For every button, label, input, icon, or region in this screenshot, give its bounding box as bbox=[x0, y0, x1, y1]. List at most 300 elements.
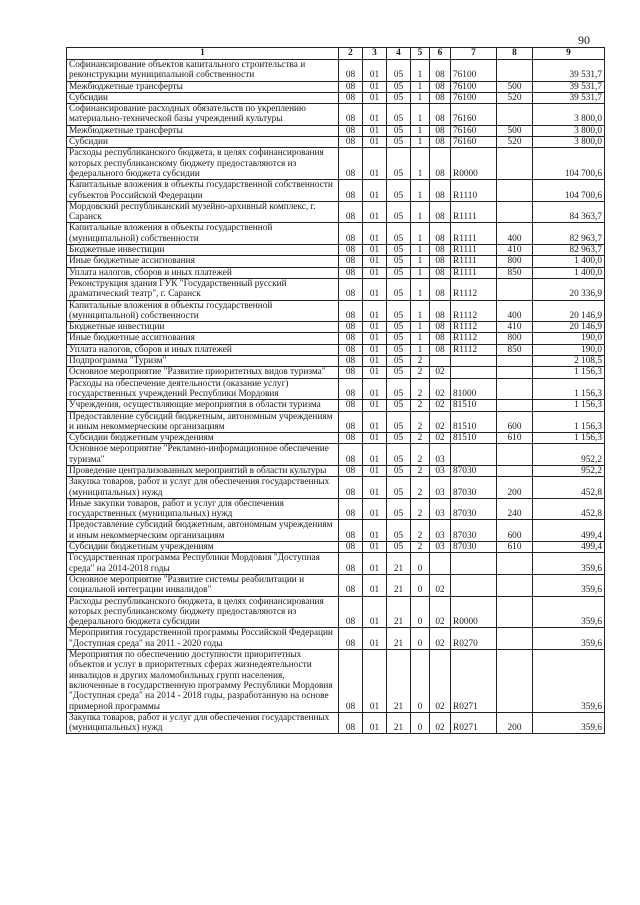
code-cell: 08 bbox=[339, 477, 363, 499]
code-cell bbox=[451, 553, 497, 575]
code-cell: 81510 bbox=[451, 433, 497, 444]
item-name: Капитальные вложения в объекты государственной (муниципальной) собственности bbox=[67, 223, 339, 245]
code-cell: 1 bbox=[411, 148, 430, 180]
code-cell: 21 bbox=[387, 628, 411, 650]
code-cell: 08 bbox=[339, 596, 363, 628]
amount-cell: 20 146,9 bbox=[533, 300, 605, 322]
code-cell: 02 bbox=[430, 650, 451, 713]
item-name: Государственная программа Республики Мордовия "Доступная среда" на 2014-2018 годы bbox=[67, 553, 339, 575]
amount-cell: 104 700,6 bbox=[533, 148, 605, 180]
code-cell: 500 bbox=[497, 81, 533, 92]
code-cell: 05 bbox=[387, 520, 411, 542]
code-cell: 08 bbox=[430, 81, 451, 92]
code-cell: 08 bbox=[339, 712, 363, 734]
code-cell: 01 bbox=[363, 520, 387, 542]
column-header: 2 bbox=[339, 48, 363, 60]
code-cell: 1 bbox=[411, 201, 430, 223]
code-cell: 01 bbox=[363, 267, 387, 278]
table-row bbox=[67, 712, 605, 734]
code-cell: 05 bbox=[387, 180, 411, 202]
table-row bbox=[67, 574, 605, 596]
code-cell: 21 bbox=[387, 650, 411, 713]
code-cell: 2 bbox=[411, 378, 430, 400]
code-cell: 0 bbox=[411, 596, 430, 628]
code-cell: 05 bbox=[387, 356, 411, 367]
table-row bbox=[67, 520, 605, 542]
item-name: Предоставление субсидий бюджетным, автономным учреждениям и иным некоммерческим организациям bbox=[67, 411, 339, 433]
table-row bbox=[67, 267, 605, 278]
code-cell: 08 bbox=[339, 104, 363, 126]
item-name: Подпрограмма "Туризм" bbox=[67, 356, 339, 367]
code-cell: 08 bbox=[339, 344, 363, 355]
code-cell: R1111 bbox=[451, 245, 497, 256]
code-cell: 08 bbox=[430, 322, 451, 333]
code-cell bbox=[451, 367, 497, 378]
code-cell: 610 bbox=[497, 542, 533, 553]
code-cell: 21 bbox=[387, 712, 411, 734]
column-header: 7 bbox=[451, 48, 497, 60]
item-name: Иные бюджетные ассигнования bbox=[67, 333, 339, 344]
item-name: Уплата налогов, сборов и иных платежей bbox=[67, 267, 339, 278]
code-cell: 240 bbox=[497, 498, 533, 520]
code-cell: 01 bbox=[363, 553, 387, 575]
item-name: Субсидии бюджетным учреждениям bbox=[67, 542, 339, 553]
code-cell: 87030 bbox=[451, 520, 497, 542]
item-name: Иные бюджетные ассигнования bbox=[67, 256, 339, 267]
code-cell: 05 bbox=[387, 278, 411, 300]
amount-cell: 359,6 bbox=[533, 574, 605, 596]
code-cell: 05 bbox=[387, 201, 411, 223]
code-cell: 01 bbox=[363, 344, 387, 355]
code-cell: 08 bbox=[339, 367, 363, 378]
amount-cell: 1 400,0 bbox=[533, 256, 605, 267]
item-name: Субсидии bbox=[67, 137, 339, 148]
code-cell bbox=[497, 148, 533, 180]
column-header: 1 bbox=[67, 48, 339, 60]
code-cell: 76160 bbox=[451, 125, 497, 136]
code-cell: 02 bbox=[430, 712, 451, 734]
code-cell: 05 bbox=[387, 148, 411, 180]
code-cell bbox=[451, 574, 497, 596]
item-name: Бюджетные инвестиции bbox=[67, 245, 339, 256]
table-row bbox=[67, 400, 605, 411]
code-cell: 01 bbox=[363, 92, 387, 103]
code-cell: 03 bbox=[430, 465, 451, 476]
code-cell: 500 bbox=[497, 125, 533, 136]
code-cell: 520 bbox=[497, 92, 533, 103]
item-name: Капитальные вложения в объекты государственной (муниципальной) собственности bbox=[67, 300, 339, 322]
amount-cell: 359,6 bbox=[533, 628, 605, 650]
code-cell: 2 bbox=[411, 520, 430, 542]
code-cell: R0000 bbox=[451, 148, 497, 180]
code-cell: 01 bbox=[363, 498, 387, 520]
amount-cell: 359,6 bbox=[533, 553, 605, 575]
code-cell: 03 bbox=[430, 542, 451, 553]
code-cell: 01 bbox=[363, 367, 387, 378]
amount-cell: 952,2 bbox=[533, 444, 605, 466]
code-cell: 01 bbox=[363, 180, 387, 202]
item-name: Расходы республиканского бюджета, в целях софинансирования которых республиканскому бюджету предоставляются из федерального бюджета субсидии bbox=[67, 596, 339, 628]
code-cell: 01 bbox=[363, 378, 387, 400]
code-cell: 02 bbox=[430, 574, 451, 596]
code-cell: 21 bbox=[387, 596, 411, 628]
code-cell: 08 bbox=[339, 356, 363, 367]
code-cell: 03 bbox=[430, 498, 451, 520]
amount-cell: 1 400,0 bbox=[533, 267, 605, 278]
item-name: Закупка товаров, работ и услуг для обеспечения государственных (муниципальных) нужд bbox=[67, 712, 339, 734]
code-cell: 2 bbox=[411, 542, 430, 553]
code-cell: 05 bbox=[387, 60, 411, 82]
code-cell: 05 bbox=[387, 137, 411, 148]
table-row bbox=[67, 256, 605, 267]
code-cell bbox=[430, 356, 451, 367]
code-cell: 01 bbox=[363, 411, 387, 433]
code-cell: 08 bbox=[339, 574, 363, 596]
code-cell: 08 bbox=[430, 344, 451, 355]
code-cell: 08 bbox=[339, 267, 363, 278]
code-cell: 05 bbox=[387, 444, 411, 466]
table-row bbox=[67, 477, 605, 499]
code-cell: 1 bbox=[411, 81, 430, 92]
code-cell: 01 bbox=[363, 400, 387, 411]
code-cell: R1111 bbox=[451, 256, 497, 267]
code-cell: 05 bbox=[387, 81, 411, 92]
column-header: 5 bbox=[411, 48, 430, 60]
code-cell: 87030 bbox=[451, 465, 497, 476]
item-name: Закупка товаров, работ и услуг для обеспечения государственных (муниципальных) нужд bbox=[67, 477, 339, 499]
code-cell: 05 bbox=[387, 92, 411, 103]
code-cell: 08 bbox=[339, 245, 363, 256]
amount-cell: 952,2 bbox=[533, 465, 605, 476]
code-cell: 800 bbox=[497, 333, 533, 344]
amount-cell: 20 336,9 bbox=[533, 278, 605, 300]
code-cell: 0 bbox=[411, 650, 430, 713]
column-header: 8 bbox=[497, 48, 533, 60]
code-cell: 01 bbox=[363, 148, 387, 180]
code-cell: 08 bbox=[430, 180, 451, 202]
code-cell: 02 bbox=[430, 433, 451, 444]
amount-cell: 359,6 bbox=[533, 650, 605, 713]
code-cell: R1112 bbox=[451, 333, 497, 344]
item-name: Субсидии бюджетным учреждениям bbox=[67, 433, 339, 444]
code-cell: 01 bbox=[363, 628, 387, 650]
amount-cell: 3 800,0 bbox=[533, 104, 605, 126]
item-name: Предоставление субсидий бюджетным, автономным учреждениям и иным некоммерческим организациям bbox=[67, 520, 339, 542]
code-cell: 08 bbox=[339, 433, 363, 444]
table-row bbox=[67, 81, 605, 92]
code-cell: 08 bbox=[339, 400, 363, 411]
code-cell: 1 bbox=[411, 256, 430, 267]
code-cell: 2 bbox=[411, 433, 430, 444]
table-row bbox=[67, 628, 605, 650]
code-cell: 0 bbox=[411, 553, 430, 575]
item-name: Проведение централизованных мероприятий в области культуры bbox=[67, 465, 339, 476]
code-cell: 08 bbox=[339, 520, 363, 542]
code-cell bbox=[497, 201, 533, 223]
table-row bbox=[67, 356, 605, 367]
item-name: Капитальные вложения в объекты государственной собственности субъектов Российской Федерации bbox=[67, 180, 339, 202]
code-cell bbox=[497, 650, 533, 713]
table-row bbox=[67, 344, 605, 355]
code-cell: R1110 bbox=[451, 180, 497, 202]
amount-cell: 190,0 bbox=[533, 344, 605, 355]
code-cell: R1112 bbox=[451, 300, 497, 322]
amount-cell: 1 156,3 bbox=[533, 411, 605, 433]
code-cell: 01 bbox=[363, 245, 387, 256]
table-row bbox=[67, 137, 605, 148]
code-cell: R1111 bbox=[451, 223, 497, 245]
code-cell: 01 bbox=[363, 81, 387, 92]
table-row bbox=[67, 300, 605, 322]
code-cell bbox=[497, 278, 533, 300]
amount-cell: 1 156,3 bbox=[533, 433, 605, 444]
code-cell: 05 bbox=[387, 223, 411, 245]
code-cell: 08 bbox=[339, 411, 363, 433]
item-name: Мордовский республиканский музейно-архивный комплекс, г. Саранск bbox=[67, 201, 339, 223]
item-name: Учреждения, осуществляющие мероприятия в области туризма bbox=[67, 400, 339, 411]
amount-cell: 82 963,7 bbox=[533, 245, 605, 256]
amount-cell: 359,6 bbox=[533, 596, 605, 628]
code-cell: 01 bbox=[363, 444, 387, 466]
item-name: Субсидии bbox=[67, 92, 339, 103]
code-cell: 600 bbox=[497, 520, 533, 542]
code-cell: 08 bbox=[339, 125, 363, 136]
code-cell: 05 bbox=[387, 333, 411, 344]
code-cell bbox=[497, 367, 533, 378]
code-cell: 01 bbox=[363, 574, 387, 596]
code-cell: 01 bbox=[363, 596, 387, 628]
code-cell: 08 bbox=[339, 300, 363, 322]
table-row bbox=[67, 104, 605, 126]
amount-cell: 20 146,9 bbox=[533, 322, 605, 333]
code-cell bbox=[497, 400, 533, 411]
code-cell: 08 bbox=[339, 628, 363, 650]
item-name: Софинансирование объектов капитального строительства и реконструкции муниципальной собственности bbox=[67, 60, 339, 82]
code-cell: 200 bbox=[497, 712, 533, 734]
code-cell: 05 bbox=[387, 400, 411, 411]
code-cell: 08 bbox=[339, 256, 363, 267]
code-cell: 1 bbox=[411, 137, 430, 148]
code-cell: 410 bbox=[497, 245, 533, 256]
code-cell: 1 bbox=[411, 322, 430, 333]
amount-cell: 499,4 bbox=[533, 520, 605, 542]
code-cell bbox=[497, 553, 533, 575]
code-cell: 01 bbox=[363, 201, 387, 223]
amount-cell: 82 963,7 bbox=[533, 223, 605, 245]
code-cell: 0 bbox=[411, 712, 430, 734]
code-cell: 02 bbox=[430, 367, 451, 378]
code-cell: 01 bbox=[363, 542, 387, 553]
code-cell: 01 bbox=[363, 300, 387, 322]
table-body bbox=[67, 60, 605, 734]
code-cell: R1111 bbox=[451, 267, 497, 278]
code-cell: 02 bbox=[430, 400, 451, 411]
code-cell bbox=[451, 444, 497, 466]
code-cell bbox=[497, 104, 533, 126]
code-cell: 87030 bbox=[451, 542, 497, 553]
code-cell: 76160 bbox=[451, 104, 497, 126]
code-cell: 08 bbox=[430, 92, 451, 103]
code-cell: 87030 bbox=[451, 498, 497, 520]
code-cell: 08 bbox=[430, 300, 451, 322]
amount-cell: 1 156,3 bbox=[533, 367, 605, 378]
code-cell: 520 bbox=[497, 137, 533, 148]
code-cell: 08 bbox=[430, 267, 451, 278]
code-cell: 08 bbox=[339, 201, 363, 223]
table-row bbox=[67, 444, 605, 466]
amount-cell: 452,8 bbox=[533, 477, 605, 499]
code-cell: 08 bbox=[339, 553, 363, 575]
item-name: Основное мероприятие "Развитие системы реабилитации и социальной интеграции инвалидов" bbox=[67, 574, 339, 596]
code-cell: 400 bbox=[497, 223, 533, 245]
code-cell: 08 bbox=[430, 278, 451, 300]
code-cell: 01 bbox=[363, 104, 387, 126]
code-cell bbox=[497, 596, 533, 628]
amount-cell: 84 363,7 bbox=[533, 201, 605, 223]
column-header: 3 bbox=[363, 48, 387, 60]
code-cell: 08 bbox=[430, 125, 451, 136]
code-cell: 1 bbox=[411, 245, 430, 256]
code-cell: 01 bbox=[363, 60, 387, 82]
item-name: Основное мероприятие "Развитие приоритетных видов туризма" bbox=[67, 367, 339, 378]
code-cell: R0270 bbox=[451, 628, 497, 650]
amount-cell: 1 156,3 bbox=[533, 400, 605, 411]
code-cell: 2 bbox=[411, 444, 430, 466]
code-cell: 1 bbox=[411, 333, 430, 344]
code-cell: 05 bbox=[387, 245, 411, 256]
code-cell: 01 bbox=[363, 477, 387, 499]
item-name: Бюджетные инвестиции bbox=[67, 322, 339, 333]
code-cell: 01 bbox=[363, 137, 387, 148]
code-cell: 01 bbox=[363, 712, 387, 734]
code-cell: 05 bbox=[387, 378, 411, 400]
code-cell: 76160 bbox=[451, 137, 497, 148]
code-cell: 0 bbox=[411, 628, 430, 650]
page-number: 90 bbox=[578, 33, 590, 47]
item-name: Уплата налогов, сборов и иных платежей bbox=[67, 344, 339, 355]
code-cell: 410 bbox=[497, 322, 533, 333]
code-cell: 200 bbox=[497, 477, 533, 499]
code-cell: 800 bbox=[497, 256, 533, 267]
code-cell: 0 bbox=[411, 574, 430, 596]
table-row bbox=[67, 201, 605, 223]
code-cell: 05 bbox=[387, 322, 411, 333]
code-cell: 21 bbox=[387, 574, 411, 596]
code-cell: 1 bbox=[411, 125, 430, 136]
code-cell: 01 bbox=[363, 322, 387, 333]
code-cell: 81510 bbox=[451, 400, 497, 411]
code-cell: R0271 bbox=[451, 712, 497, 734]
code-cell: 03 bbox=[430, 520, 451, 542]
code-cell: 2 bbox=[411, 367, 430, 378]
code-cell: 05 bbox=[387, 433, 411, 444]
item-name: Иные закупки товаров, работ и услуг для обеспечения государственных (муниципальных) нужд bbox=[67, 498, 339, 520]
code-cell: 01 bbox=[363, 650, 387, 713]
code-cell: 1 bbox=[411, 344, 430, 355]
code-cell: 05 bbox=[387, 498, 411, 520]
amount-cell: 3 800,0 bbox=[533, 125, 605, 136]
code-cell: 08 bbox=[430, 201, 451, 223]
table-row bbox=[67, 596, 605, 628]
header-row bbox=[67, 48, 605, 60]
code-cell: 08 bbox=[339, 278, 363, 300]
code-cell: 08 bbox=[430, 245, 451, 256]
code-cell: R1111 bbox=[451, 201, 497, 223]
code-cell: R1112 bbox=[451, 322, 497, 333]
table-row bbox=[67, 553, 605, 575]
code-cell: 87030 bbox=[451, 477, 497, 499]
table-row bbox=[67, 465, 605, 476]
code-cell bbox=[451, 356, 497, 367]
code-cell: R0271 bbox=[451, 650, 497, 713]
code-cell: 05 bbox=[387, 256, 411, 267]
table-row bbox=[67, 245, 605, 256]
code-cell: R0000 bbox=[451, 596, 497, 628]
code-cell: 01 bbox=[363, 278, 387, 300]
code-cell: 08 bbox=[339, 650, 363, 713]
code-cell: 01 bbox=[363, 356, 387, 367]
item-name: Межбюджетные трансферты bbox=[67, 125, 339, 136]
code-cell: 08 bbox=[430, 60, 451, 82]
code-cell: 01 bbox=[363, 256, 387, 267]
code-cell: 08 bbox=[339, 137, 363, 148]
code-cell: 03 bbox=[430, 444, 451, 466]
code-cell: 08 bbox=[339, 81, 363, 92]
code-cell: 08 bbox=[430, 333, 451, 344]
table-row bbox=[67, 148, 605, 180]
table-row bbox=[67, 180, 605, 202]
table-row bbox=[67, 650, 605, 713]
code-cell: 08 bbox=[339, 378, 363, 400]
code-cell: 08 bbox=[430, 104, 451, 126]
code-cell bbox=[430, 553, 451, 575]
code-cell: 08 bbox=[339, 465, 363, 476]
code-cell bbox=[497, 180, 533, 202]
item-name: Софинансирование расходных обязательств по укреплению материально-технической базы учреждений культуры bbox=[67, 104, 339, 126]
code-cell: 2 bbox=[411, 356, 430, 367]
code-cell: 02 bbox=[430, 628, 451, 650]
code-cell: 05 bbox=[387, 344, 411, 355]
amount-cell: 3 800,0 bbox=[533, 137, 605, 148]
code-cell: 05 bbox=[387, 125, 411, 136]
code-cell: 02 bbox=[430, 596, 451, 628]
table-row bbox=[67, 92, 605, 103]
code-cell bbox=[497, 356, 533, 367]
column-header: 6 bbox=[430, 48, 451, 60]
code-cell: 01 bbox=[363, 223, 387, 245]
table-row bbox=[67, 125, 605, 136]
table-row bbox=[67, 367, 605, 378]
code-cell: 610 bbox=[497, 433, 533, 444]
code-cell: 05 bbox=[387, 267, 411, 278]
code-cell: 01 bbox=[363, 125, 387, 136]
code-cell: 05 bbox=[387, 411, 411, 433]
code-cell: 1 bbox=[411, 223, 430, 245]
code-cell: R1112 bbox=[451, 344, 497, 355]
table-row bbox=[67, 433, 605, 444]
code-cell: 08 bbox=[339, 223, 363, 245]
code-cell: 1 bbox=[411, 104, 430, 126]
code-cell: 08 bbox=[430, 256, 451, 267]
code-cell: 08 bbox=[339, 542, 363, 553]
code-cell: 2 bbox=[411, 411, 430, 433]
item-name: Межбюджетные трансферты bbox=[67, 81, 339, 92]
code-cell: 2 bbox=[411, 498, 430, 520]
column-header: 4 bbox=[387, 48, 411, 60]
code-cell: 05 bbox=[387, 300, 411, 322]
code-cell: 08 bbox=[339, 498, 363, 520]
code-cell: 08 bbox=[430, 148, 451, 180]
